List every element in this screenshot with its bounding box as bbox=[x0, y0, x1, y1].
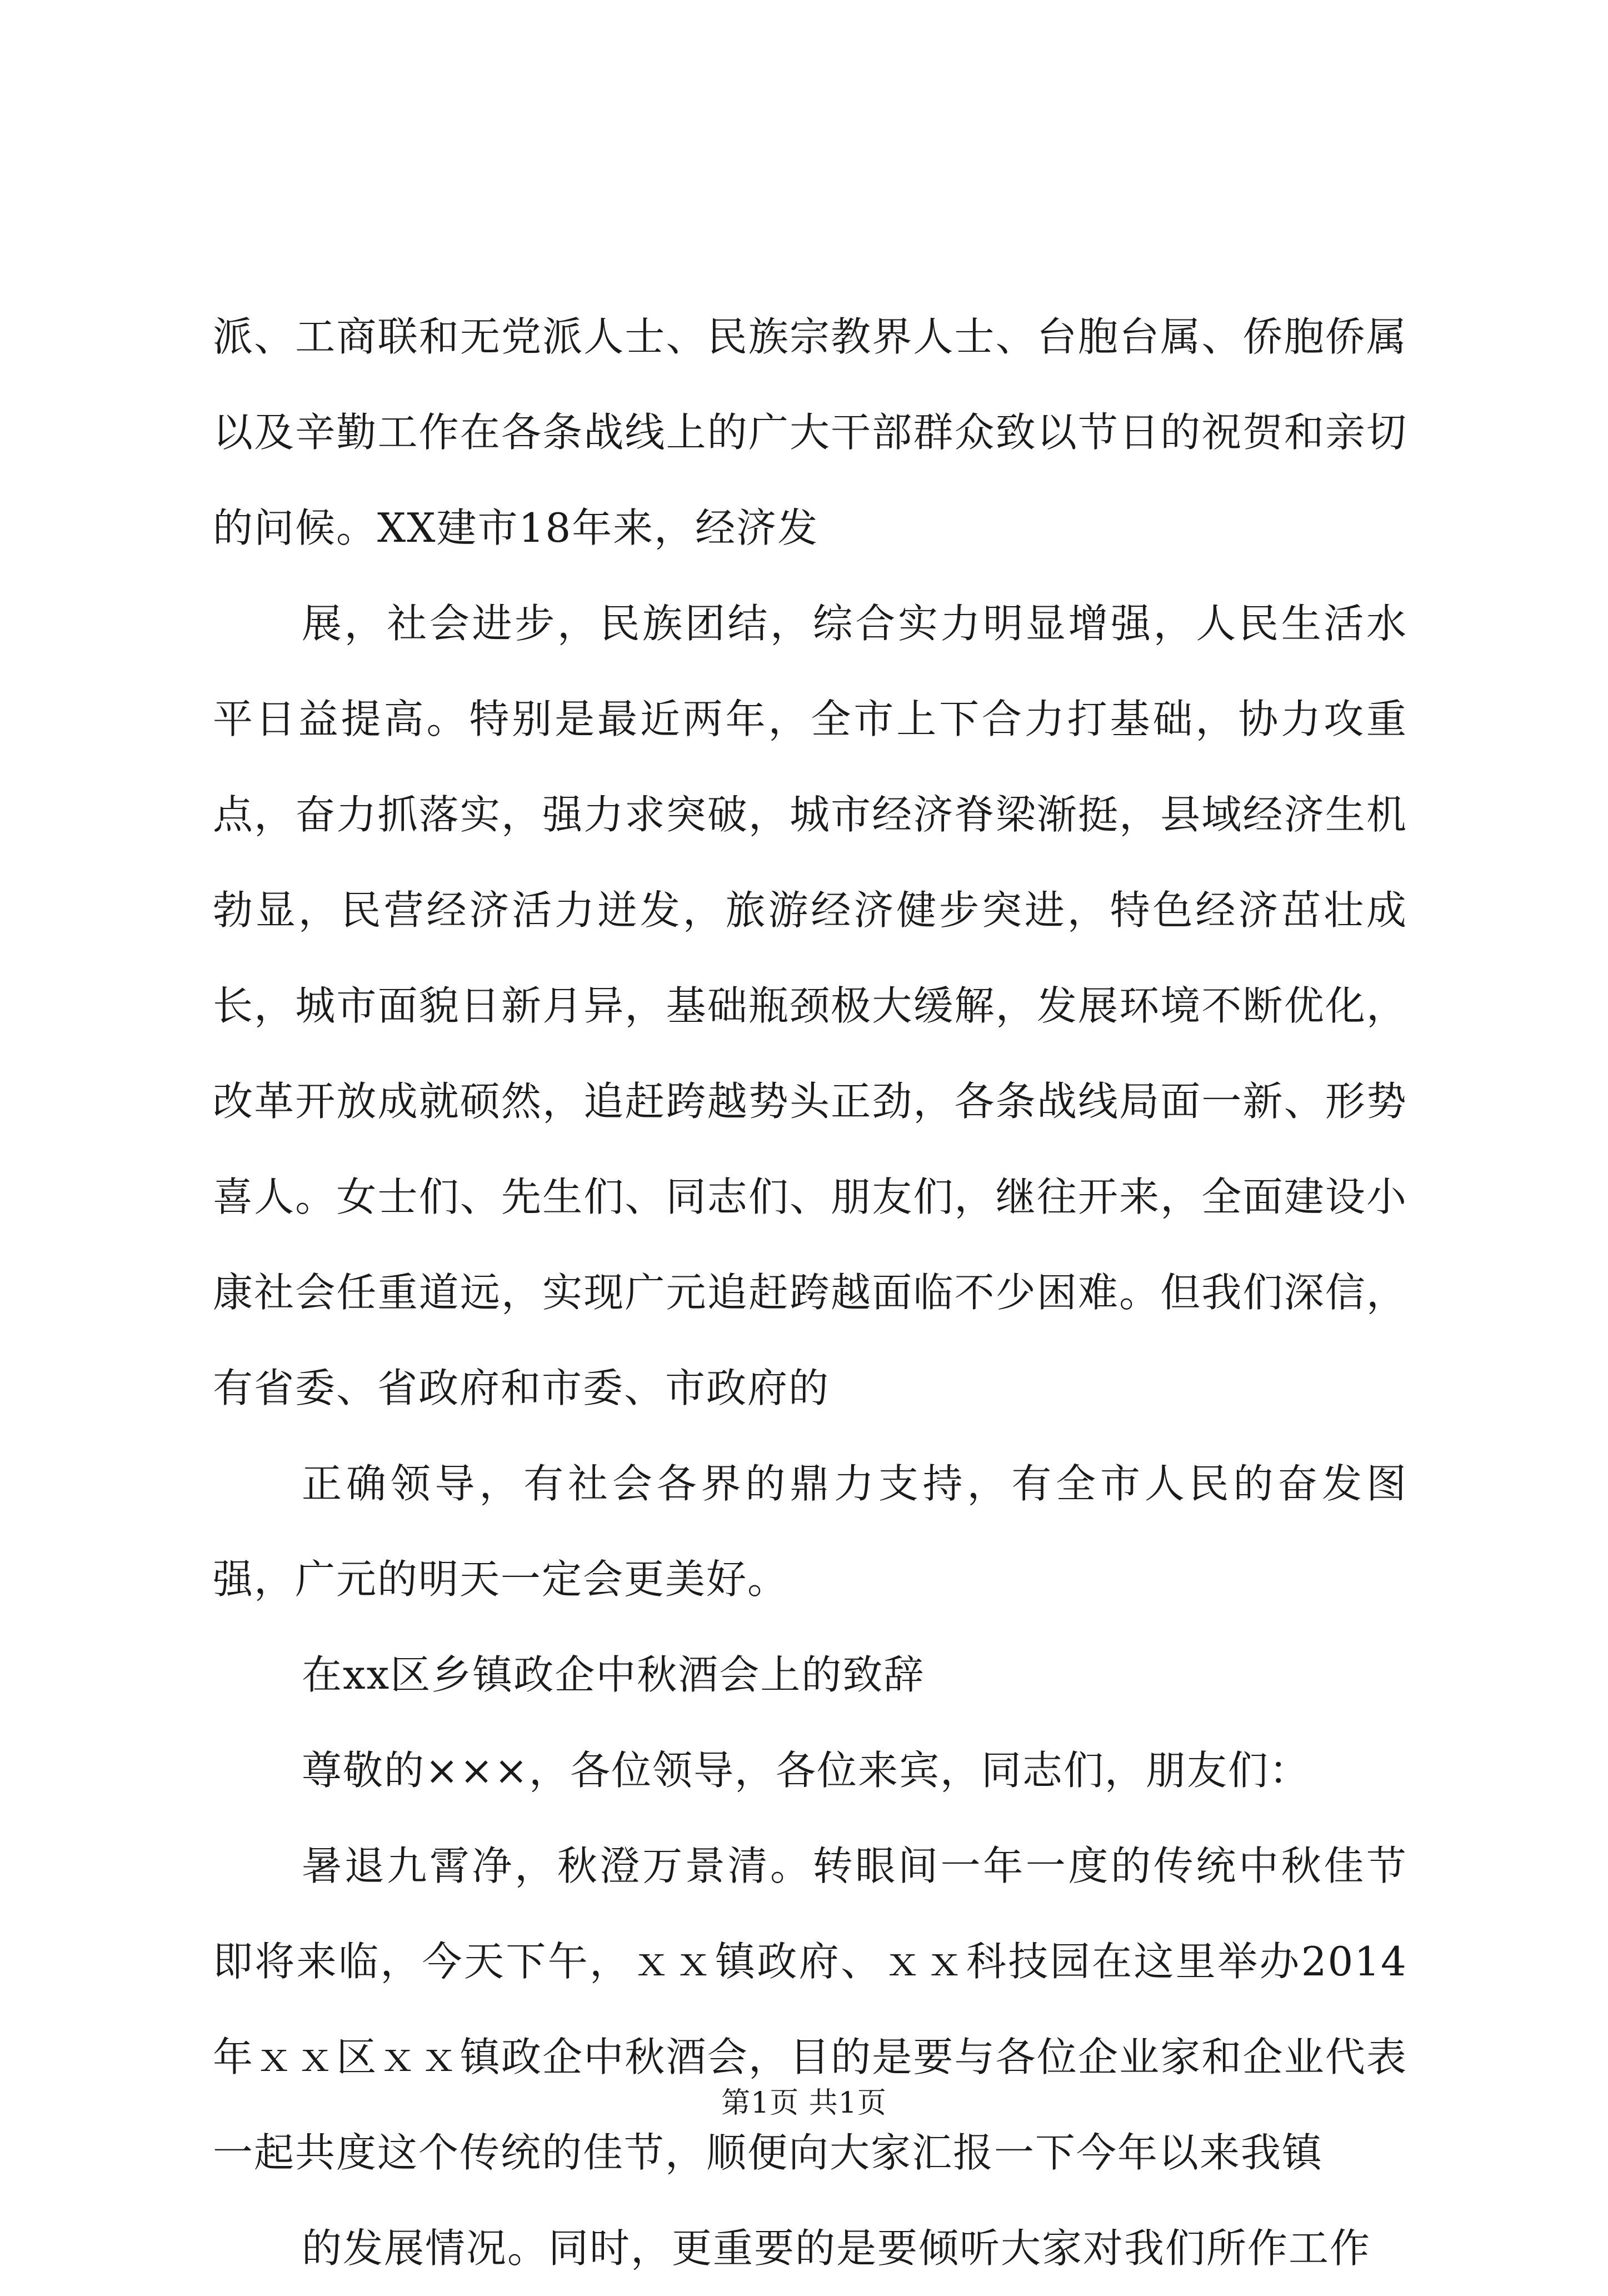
paragraph: 展，社会进步，民族团结，综合实力明显增强，人民生活水平日益提高。特别是最近两年，全市上下合力打基础，协力攻重点，奋力抓落实，强力求突破，城市经济脊梁渐挺，县域经济生机勃显，民营经济活力迸发，旅游经济健步突进，特色经济茁壮成长，城市面貌日新月异，基础瓶颈极大缓解，发展环境不断优化，改革开放成就硕然，追赶跨越势头正劲，各条战线局面一新、形势喜人。女士们、先生们、同志们、朋友们，继往开来，全面建设小康社会任重道远，实现广元追赶跨越面临不少困难。但我们深信，有省委、省政府和市委、市政府的 bbox=[213, 600, 1407, 1411]
paragraph: 正确领导，有社会各界的鼎力支持，有全市人民的奋发图强，广元的明天一定会更美好。 bbox=[213, 1460, 1407, 1603]
document-body bbox=[213, 289, 1407, 2296]
paragraph: 的发展情况。同时，更重要的是要倾听大家对我们所作工作 bbox=[302, 2225, 1371, 2272]
page-footer: 第1页 共1页 bbox=[721, 2087, 887, 2120]
paragraph: 暑退九霄净，秋澄万景清。转眼间一年一度的传统中秋佳节即将来临，今天下午，ｘｘ镇政府、ｘｘ科技园在这里举办2014年ｘｘ区ｘｘ镇政企中秋酒会，目的是要与各位企业家和企业代表一起共度这个传统的佳节，顺便向大家汇报一下今年以来我镇 bbox=[213, 1843, 1407, 2176]
speech-title: 在xx区乡镇政企中秋酒会上的致辞 bbox=[302, 1651, 925, 1698]
salutation: 尊敬的×××，各位领导，各位来宾，同志们，朋友们： bbox=[302, 1747, 1310, 1794]
paragraph: 派、工商联和无党派人士、民族宗教界人士、台胞台属、侨胞侨属以及辛勤工作在各条战线上的广大干部群众致以节日的祝贺和亲切的问候。XX建市18年来，经济发 bbox=[213, 313, 1407, 551]
